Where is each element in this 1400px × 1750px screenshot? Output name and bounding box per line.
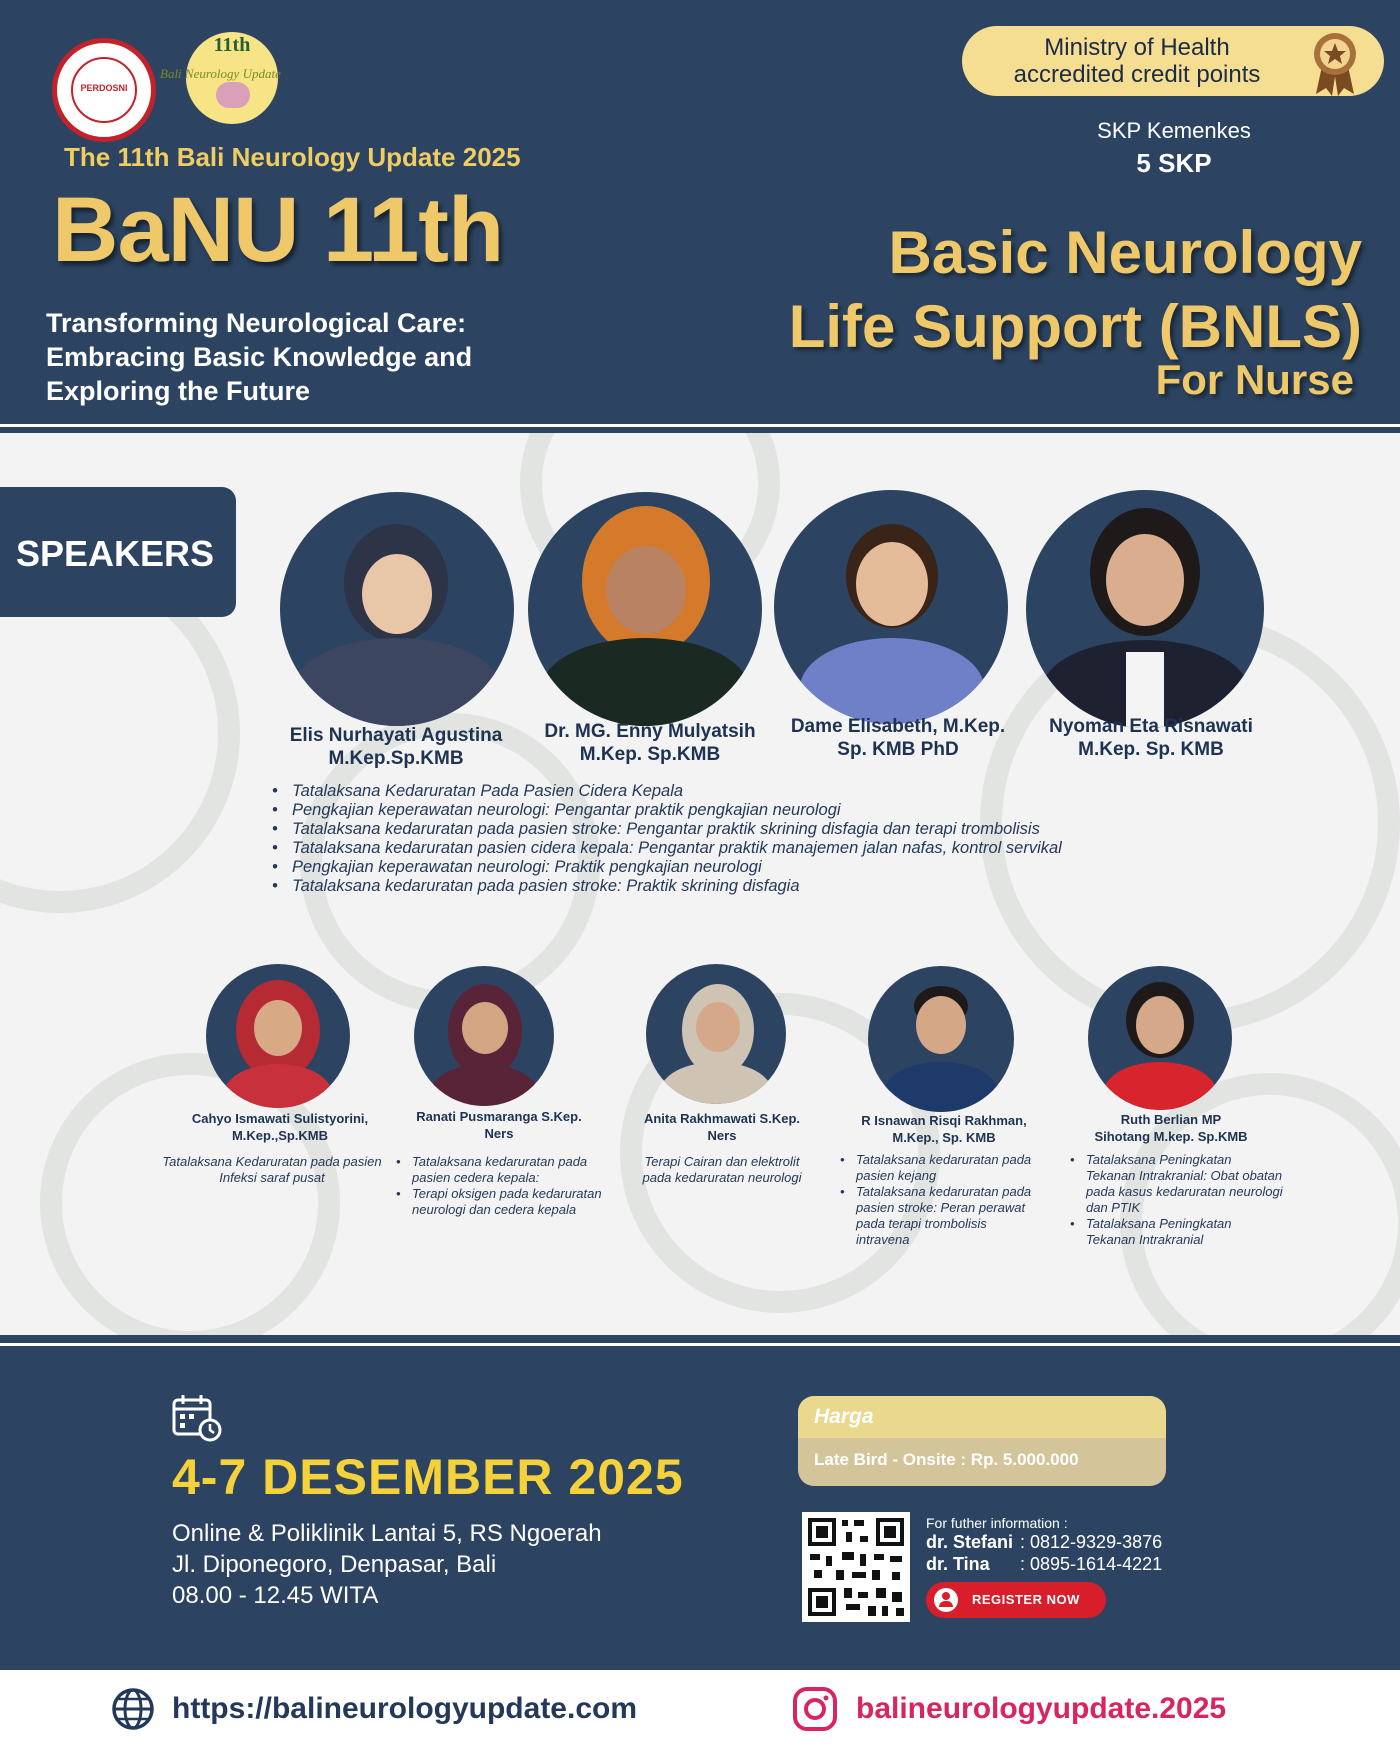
speaker-photo <box>868 966 1014 1112</box>
speaker-topics <box>1068 1152 1284 1248</box>
event-tagline: Transforming Neurological Care: Embracing Basic Knowledge and Exploring the Future <box>46 308 473 406</box>
event-title: BaNU 11th <box>52 179 504 281</box>
perdosni-logo-text: PERDOSNI <box>80 83 128 93</box>
venue-line2: Jl. Diponegoro, Denpasar, Bali <box>172 1551 497 1578</box>
speaker-photo <box>1026 490 1264 728</box>
topic-item: • Tatalaksana Peningkatan Tekanan Intrakranial <box>1068 1216 1284 1248</box>
footer-divider <box>0 1343 1400 1346</box>
speaker-topic: Tatalaksana Kedaruratan pada pasien Infeksi saraf pusat <box>162 1154 382 1185</box>
event-date: 4-7 DESEMBER 2025 <box>172 1449 684 1505</box>
globe-icon <box>110 1686 156 1732</box>
price-value: Late Bird - Onsite : Rp. 5.000.000 <box>814 1450 1079 1469</box>
speakers-label: SPEAKERS <box>16 533 215 574</box>
speaker-name: R Isnawan Risqi Rakhman, M.Kep., Sp. KMB <box>861 1113 1027 1145</box>
skp-value: 5 SKP <box>1136 148 1212 178</box>
contact-label: For futher information : <box>926 1515 1068 1531</box>
topic-item: • Terapi oksigen pada kedaruratan neurologi dan cedera kepala <box>394 1186 608 1218</box>
course-title-line1: Basic Neurology <box>888 219 1362 286</box>
calendar-icon <box>172 1392 222 1442</box>
speaker-name: Dr. MG. Enny Mulyatsih M.Kep. Sp.KMB <box>544 721 756 765</box>
speakers-tab <box>0 487 236 617</box>
perdosni-logo <box>52 38 156 142</box>
speaker-photo <box>1088 966 1232 1110</box>
course-title-line3: For Nurse <box>1155 356 1354 403</box>
user-icon <box>934 1588 958 1612</box>
register-label: REGISTER NOW <box>972 1592 1080 1607</box>
contact-name: dr. Tina <box>926 1554 990 1574</box>
event-subtitle: The 11th Bali Neurology Update 2025 <box>64 142 521 172</box>
header-divider <box>0 424 1400 427</box>
skp-label: SKP Kemenkes <box>1097 118 1251 143</box>
topic-item: • Tatalaksana kedaruratan pada pasien cedera kepala: <box>394 1154 608 1186</box>
course-title-line2: Life Support (BNLS) <box>788 293 1362 360</box>
topic-item: • Tatalaksana Kedaruratan Pada Pasien Cidera Kepala <box>270 782 1170 801</box>
topic-item: • Tatalaksana kedaruratan pada pasien stroke: Pengantar praktik skrining disfagia dan terapi trombolisis <box>270 820 1170 839</box>
banu-logo-text: Bali Neurology Update <box>160 66 281 81</box>
topic-item: • Tatalaksana kedaruratan pada pasien stroke: Praktik skrining disfagia <box>270 877 1170 896</box>
venue-line1: Online & Poliklinik Lantai 5, RS Ngoerah <box>172 1520 602 1547</box>
price-title: Harga <box>814 1405 874 1428</box>
event-time: 08.00 - 12.45 WITA <box>172 1582 379 1609</box>
accreditation-text: Ministry of Health accredited credit points <box>1013 34 1261 88</box>
speaker-name: Dame Elisabeth, M.Kep. Sp. KMB PhD <box>790 716 1006 760</box>
price-box <box>798 1396 1166 1486</box>
speaker-photo <box>774 490 1008 724</box>
speaker-name: Anita Rakhmawati S.Kep. Ners <box>643 1111 801 1143</box>
topic-item: • Tatalaksana Peningkatan Tekanan Intrakranial: Obat obatan pada kasus kedaruratan neurologi dan PTIK <box>1068 1152 1284 1216</box>
contact-row <box>926 1554 1162 1575</box>
qr-code[interactable] <box>802 1512 910 1622</box>
contact-phone[interactable]: : 0895-1614-4221 <box>1020 1554 1163 1574</box>
speaker-name: Ruth Berlian MP Sihotang M.kep. Sp.KMB <box>1094 1112 1248 1144</box>
main-topics-list <box>270 782 1170 896</box>
contact-phone[interactable]: : 0812-9329-3876 <box>1020 1532 1163 1552</box>
speaker-topics <box>838 1152 1038 1248</box>
topic-item: • Tatalaksana kedaruratan pada pasien kejang <box>838 1152 1038 1184</box>
topic-item: • Pengkajian keperawatan neurologi: Praktik pengkajian neurologi <box>270 858 1170 877</box>
topic-item: • Tatalaksana kedaruratan pada pasien stroke: Peran perawat pada terapi trombolisis intravena <box>838 1184 1038 1248</box>
speaker-photo <box>280 492 514 726</box>
event-venue <box>172 1518 602 1611</box>
speaker-photo <box>414 966 554 1106</box>
instagram-link[interactable]: balineurologyupdate.2025 <box>856 1692 1227 1725</box>
topic-item: • Tatalaksana kedaruratan pasien cidera kepala: Pengantar praktik manajemen jalan nafas, kontrol servikal <box>270 839 1170 858</box>
speaker-topic: Terapi Cairan dan elektrolit pada kedaruratan neurologi <box>642 1154 802 1185</box>
speaker-photo <box>206 964 350 1108</box>
award-medal-icon <box>1310 30 1360 96</box>
speaker-photo <box>646 964 786 1104</box>
contact-row <box>926 1532 1162 1553</box>
banu-logo-number: 11th <box>213 34 251 56</box>
website-link[interactable]: https://balineurologyupdate.com <box>172 1692 638 1725</box>
speaker-name: Cahyo Ismawati Sulistyorini, M.Kep.,Sp.KMB <box>191 1111 369 1143</box>
instagram-icon <box>792 1686 838 1732</box>
speaker-name: Ranati Pusmaranga S.Kep. Ners <box>416 1109 582 1141</box>
brain-icon <box>216 82 250 108</box>
speaker-name: Nyoman Eta Risnawati M.Kep. Sp. KMB <box>1049 716 1253 760</box>
speaker-name: Elis Nurhayati Agustina M.Kep.Sp.KMB <box>289 725 503 769</box>
contact-name: dr. Stefani <box>926 1532 1014 1552</box>
speaker-topics <box>394 1154 608 1218</box>
speaker-photo <box>528 492 762 726</box>
register-button[interactable] <box>926 1582 1106 1618</box>
topic-item: • Pengkajian keperawatan neurologi: Pengantar praktik pengkajian neurologi <box>270 801 1170 820</box>
